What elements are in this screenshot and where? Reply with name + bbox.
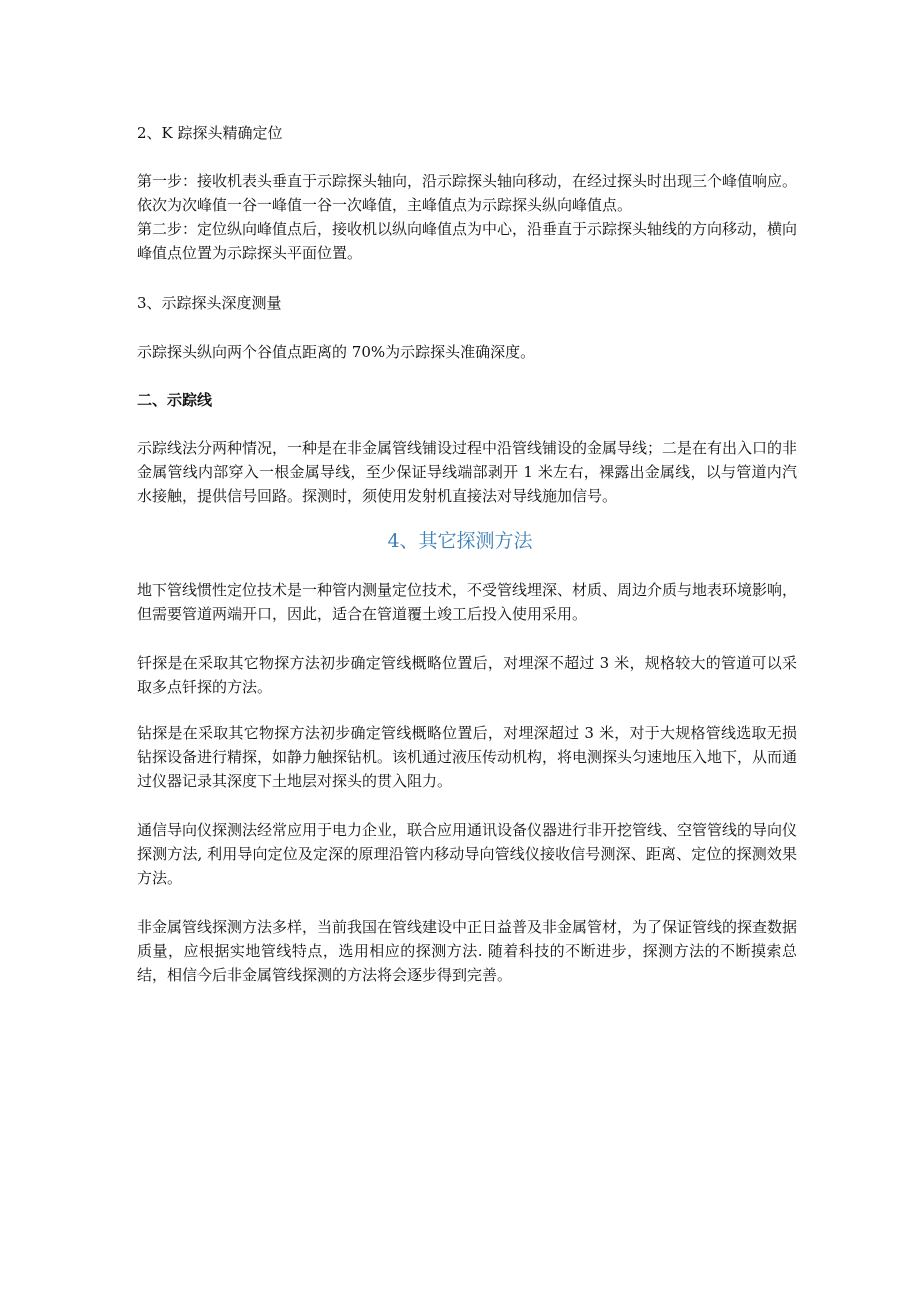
heading-k-probe-positioning: 2、K 踪探头精确定位 <box>137 124 283 142</box>
heading-depth-measurement: 3、示踪探头深度测量 <box>137 294 282 312</box>
paragraph-drill-probing: 钻探是在采取其它物探方法初步确定管线概略位置后，对埋深超过 3 米，对于大规格管线选取无损钻探设备进行精探，如静力触探钻机。该机通过液压传动机构，将电测探头匀速地压入地下，从而通过仪器记录其深度下土地层对探头的贯入阻力。 <box>137 724 798 790</box>
paragraph-tracer-line: 示踪线法分两种情况，一种是在非金属管线铺设过程中沿管线铺设的金属导线；二是在有出入口的非金属管线内部穿入一根金属导线，至少保证导线端部剥开 1 米左右，裸露出金属线，以与管道内汽水接触，提供信号回路。探测时，须使用发射机直接法对导线施加信号。 <box>137 439 798 505</box>
paragraph-step-two: 第二步：定位纵向峰值点后，接收机以纵向峰值点为中心，沿垂直于示踪探头轴线的方向移动，横向峰值点位置为示踪探头平面位置。 <box>137 220 798 262</box>
section-title-other-methods: 4、其它探测方法 <box>387 530 533 552</box>
paragraph-depth: 示踪探头纵向两个谷值点距离的 70%为示踪探头准确深度。 <box>137 343 536 361</box>
paragraph-conclusion: 非金属管线探测方法多样，当前我国在管线建设中正日益普及非金属管材，为了保证管线的探查数据质量，应根据实地管线特点，选用相应的探测方法. 随着科技的不断进步，探测方法的不断摸索总结，相信今后非金属管线探测的方法将会逐步得到完善。 <box>137 918 798 984</box>
paragraph-inertial-positioning: 地下管线惯性定位技术是一种管内测量定位技术，不受管线埋深、材质、周边介质与地表环境影响，但需要管道两端开口，因此，适合在管道覆土竣工后投入使用采用。 <box>137 581 798 623</box>
paragraph-guidance-instrument: 通信导向仪探测法经常应用于电力企业，联合应用通讯设备仪器进行非开挖管线、空管管线的导向仪探测方法, 利用导向定位及定深的原理沿管内移动导向管线仪接收信号测深、距离、定位的探测效果方法。 <box>137 821 798 887</box>
heading-tracer-line: 二、示踪线 <box>137 391 213 409</box>
paragraph-rod-probing: 钎探是在采取其它物探方法初步确定管线概略位置后，对埋深不超过 3 米，规格较大的管道可以采取多点钎探的方法。 <box>137 654 797 696</box>
paragraph-step-one: 第一步：接收机表头垂直于示踪探头轴向，沿示踪探头轴向移动，在经过探头时出现三个峰值响应。依次为次峰值一谷一峰值一谷一次峰值，主峰值点为示踪探头纵向峰值点。 <box>137 172 798 214</box>
